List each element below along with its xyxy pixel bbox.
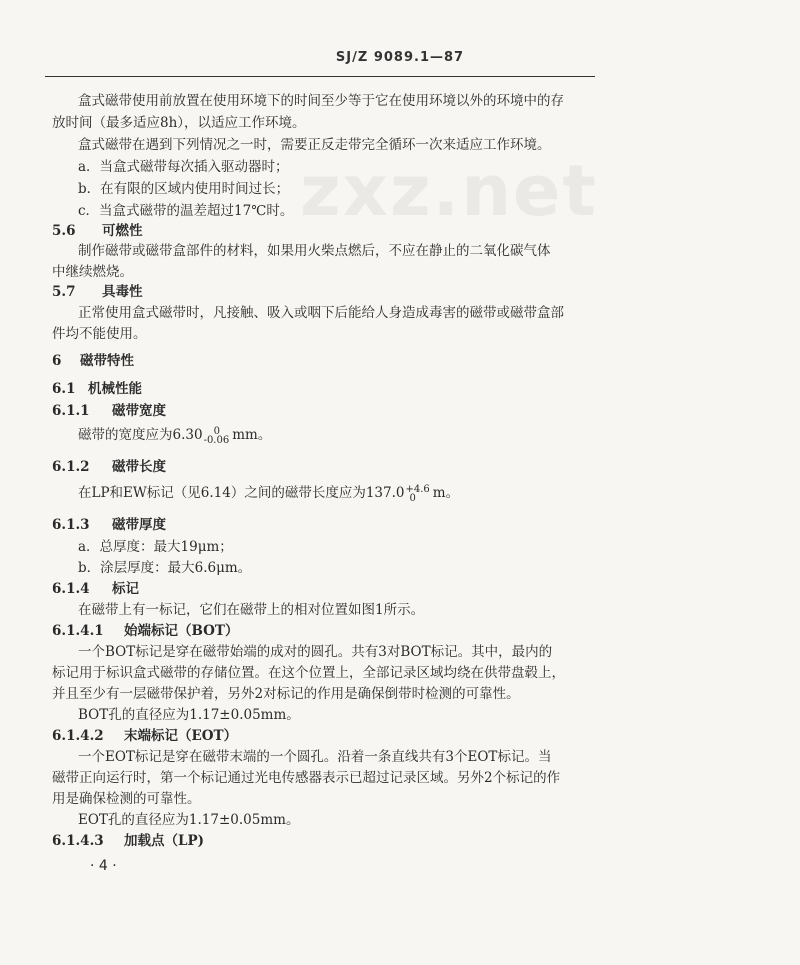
paragraph-line: 盒式磁带使用前放置在使用环境下的时间至少等于它在使用环境以外的环境中的存 — [78, 93, 564, 109]
section-title: 末端标记（EOT） — [124, 728, 238, 744]
paragraph-line: 中继续燃烧。 — [52, 264, 133, 280]
section-number: 6.1.4.1 — [52, 623, 104, 639]
tolerance — [406, 485, 430, 503]
section-heading-6-1-4 — [52, 580, 139, 598]
section-number: 6 — [52, 353, 62, 369]
list-item: b．涂层厚度：最大6.6μm。 — [78, 560, 252, 576]
section-title: 机械性能 — [88, 381, 142, 397]
list-item: a．总厚度：最大19μm； — [78, 539, 233, 555]
paragraph-line: 正常使用盒式磁带时，凡接触、吸入或咽下后能给人身造成毒害的磁带或磁带盒部 — [78, 305, 564, 321]
section-number: 5.6 — [52, 223, 76, 239]
section-heading-6-1-4-2 — [52, 727, 237, 745]
section-heading-5-7 — [52, 283, 143, 301]
section-heading-6-1-4-1 — [52, 622, 238, 640]
section-number: 6.1.1 — [52, 403, 90, 419]
spec-unit: m。 — [432, 485, 460, 501]
section-heading-6-1-3 — [52, 516, 166, 534]
section-number: 6.1.4 — [52, 581, 90, 597]
section-title: 磁带长度 — [112, 459, 166, 475]
paragraph-line: 一个EOT标记是穿在磁带末端的一个圆孔。沿着一条直线共有3个EOT标记。当 — [78, 749, 552, 765]
spec-unit: mm。 — [232, 427, 272, 443]
tolerance-lower: 0 — [409, 492, 416, 504]
section-heading-6-1-2 — [52, 458, 166, 476]
section-heading-6-1-1 — [52, 402, 166, 420]
tolerance — [204, 427, 230, 445]
tolerance-upper: 0 — [213, 425, 220, 437]
tolerance-upper: +4.6 — [405, 483, 430, 495]
section-title: 始端标记（BOT） — [124, 623, 239, 639]
document-code: SJ/Z 9089.1—87 — [335, 50, 465, 65]
paragraph-line: 放时间（最多适应8h），以适应工作环境。 — [52, 115, 306, 131]
paragraph-line: 用是确保检测的可靠性。 — [52, 791, 201, 807]
section-number: 6.1.3 — [52, 517, 90, 533]
section-title: 磁带宽度 — [112, 403, 166, 419]
section-title: 磁带特性 — [80, 353, 134, 369]
section-heading-6 — [52, 352, 134, 370]
section-heading-5-6 — [52, 222, 143, 240]
section-number: 5.7 — [52, 284, 76, 300]
header-rule — [45, 76, 595, 77]
section-title: 具毒性 — [102, 284, 143, 300]
paragraph-line: 件均不能使用。 — [52, 326, 147, 342]
section-number: 6.1.2 — [52, 459, 90, 475]
section-number: 6.1 — [52, 381, 76, 397]
paragraph-line: 标记用于标识盒式磁带的存储位置。在这个位置上，全部记录区域均绕在供带盘毂上， — [52, 665, 565, 681]
spec-text: 在LP和EW标记（见6.14）之间的磁带长度应为137.0 — [78, 485, 405, 501]
page-number: · 4 · — [90, 858, 117, 874]
paragraph-line: BOT孔的直径应为1.17±0.05mm。 — [78, 707, 300, 723]
section-heading-6-1-4-3 — [52, 832, 204, 850]
tolerance-lower: -0.06 — [203, 434, 230, 446]
section-title: 可燃性 — [102, 223, 143, 239]
section-number: 6.1.4.2 — [52, 728, 104, 744]
paragraph-line: 磁带正向运行时，第一个标记通过光电传感器表示已超过记录区域。另外2个标记的作 — [52, 770, 561, 786]
paragraph-line: 一个BOT标记是穿在磁带始端的成对的圆孔。共有3对BOT标记。其中，最内的 — [78, 644, 553, 660]
list-item: c．当盒式磁带的温差超过17℃时。 — [78, 203, 294, 219]
section-title: 加载点（LP) — [124, 833, 205, 849]
paragraph-line: 并且至少有一层磁带保护着，另外2对标记的作用是确保倒带时检测的可靠性。 — [52, 686, 520, 702]
tape-length-spec — [78, 484, 459, 503]
paragraph-line: 制作磁带或磁带盒部件的材料，如果用火柴点燃后，不应在静止的二氧化碳气体 — [78, 243, 551, 259]
section-title: 标记 — [112, 581, 139, 597]
paragraph-line: EOT孔的直径应为1.17±0.05mm。 — [78, 812, 300, 828]
section-title: 磁带厚度 — [112, 517, 166, 533]
list-item: b．在有限的区域内使用时间过长； — [78, 181, 290, 197]
spec-text: 磁带的宽度应为6.30 — [78, 427, 203, 443]
watermark: zxz.net — [300, 150, 598, 232]
tape-width-spec — [78, 426, 271, 445]
list-item: a．当盒式磁带每次插入驱动器时； — [78, 159, 289, 175]
paragraph-line: 盒式磁带在遇到下列情况之一时，需要正反走带完全循环一次来适应工作环境。 — [78, 137, 551, 153]
paragraph-line: 在磁带上有一标记，它们在磁带上的相对位置如图1所示。 — [78, 602, 425, 618]
section-heading-6-1 — [52, 380, 142, 398]
section-number: 6.1.4.3 — [52, 833, 104, 849]
